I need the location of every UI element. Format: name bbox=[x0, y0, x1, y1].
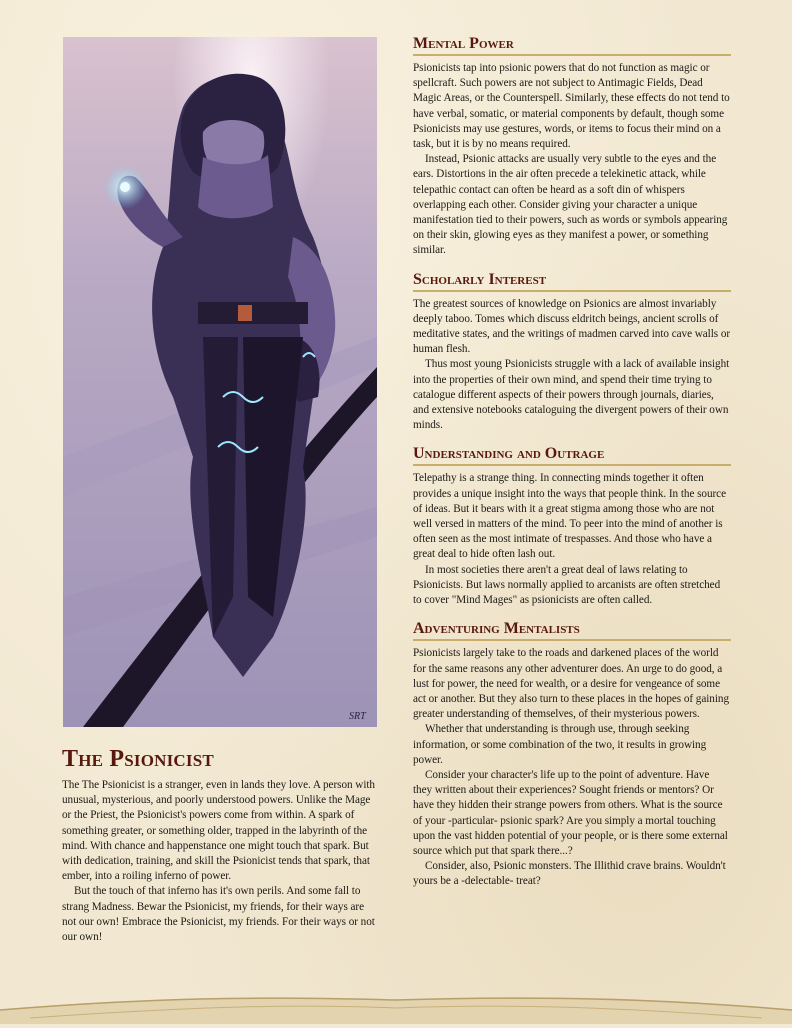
section-paragraph: Psionicists largely take to the roads and darkened places of the world for the same reasons any other adventurer does. An urge to do good, a lust for power, the need for wealth, or a desire for vengeance of some act or another. But they also turn to these places in the hopes of gaining greater understanding of themselves, of their mysterious powers. bbox=[413, 647, 729, 721]
psionicist-artwork bbox=[63, 37, 377, 727]
section-heading: Adventuring Mentalists bbox=[413, 619, 731, 641]
intro-paragraph-2: But the touch of that inferno has it's own perils. And some fall to strang Madness. Bewar the Psionicist, my friends, for their ways are not our own! Embrace the Psionicist, my friends. For their ways or not our own! bbox=[62, 885, 375, 944]
section-paragraph: Psionicists tap into psionic powers that do not function as magic or spellcraft. Such powers are not subject to Antimagic Fields, Dead Magic Areas, or the Counterspell. Similarly, these effects do not tend to have verbal, somatic, or material components by default, though some Psionicists may use gestures, words, or items to focus their mind on a task, but it is by no means required. bbox=[413, 62, 730, 151]
footer-ornament bbox=[0, 988, 792, 1024]
page-title: The Psionicist bbox=[62, 746, 214, 772]
section-paragraph: Consider, also, Psionic monsters. The Illithid crave brains. Wouldn't yours be a -delectable- treat? bbox=[413, 860, 726, 888]
section-paragraph: Whether that understanding is through use, through seeking information, or some combination of the two, it results in growing power. bbox=[413, 723, 707, 766]
intro-column bbox=[62, 746, 380, 945]
section-adventuring-mentalists bbox=[413, 619, 731, 889]
section-understanding-and-outrage bbox=[413, 444, 731, 608]
section-heading: Understanding and Outrage bbox=[413, 444, 731, 466]
psionicist-illustration bbox=[63, 37, 377, 727]
section-paragraph: In most societies there aren't a great deal of laws relating to Psionicists. But laws normally applied to arcanists are often stretched to cover "Mind Mages" as psionicists are often called. bbox=[413, 563, 721, 607]
section-scholarly-interest bbox=[413, 270, 731, 434]
section-heading: Scholarly Interest bbox=[413, 270, 731, 292]
section-mental-power bbox=[413, 34, 731, 259]
section-heading: Mental Power bbox=[413, 34, 731, 56]
section-paragraph: Consider your character's life up to the point of adventure. Have they written about their experiences? Sought friends or mentors? Or have they hidden their strange powers from others. What is the source of your -particular- psionic spark? Are you simply a mortal touching upon the vast hidden potential of your people, or is there some external source which put that spark there...? bbox=[413, 768, 728, 857]
section-paragraph: Thus most young Psionicists struggle with a lack of available insight into the properties of their own mind, and spend their time trying to catalogue different aspects of their powers through journals, diaries, and extensive notebooks cataloguing the divergent powers of their own minds. bbox=[413, 358, 730, 432]
sections-column bbox=[413, 34, 731, 901]
footer-scroll-icon bbox=[0, 988, 792, 1024]
intro-paragraph-1: The The Psionicist is a stranger, even in lands they love. A person with unusual, mysterious, and poorly understood powers. Unlike the Mage or the Priest, the Psionicist's powers come from within. A spark of something greater, or something older, trapped in the labyrinth of the mind. With chance and happenstance one might touch that spark. But with dedication, training, and skill the Psionicist tends that spark, that ember, into a roiling inferno of power. bbox=[62, 779, 375, 883]
section-paragraph: The greatest sources of knowledge on Psionics are almost invariably deeply taboo. Tomes which discuss eldritch beings, ancient scrolls of meditative states, and the writings of madmen carved into cave walls or human flesh. bbox=[413, 297, 731, 356]
section-paragraph: Instead, Psionic attacks are usually very subtle to the eyes and the ears. Distortions in the air often precede a telekinetic attack, while telepathic contact can often be heard as a soft din of whispers overlapping each other. Consider giving your character a unique manifestation tied to their powers, such as words or symbols appearing on their skin, glowing eyes as they manifest a power, or something similar. bbox=[413, 153, 728, 257]
artist-signature: SRT bbox=[349, 711, 366, 722]
section-paragraph: Telepathy is a strange thing. In connecting minds together it often provides a unique insight into the ways that people think. In the source of ideas. But it bears with it a great stigma among those who are not well versed in matters of the mind. To peer into the mind of another is often seen as the most intimate of trespasses. And those who have a great deal to hide often lash out. bbox=[413, 472, 727, 561]
